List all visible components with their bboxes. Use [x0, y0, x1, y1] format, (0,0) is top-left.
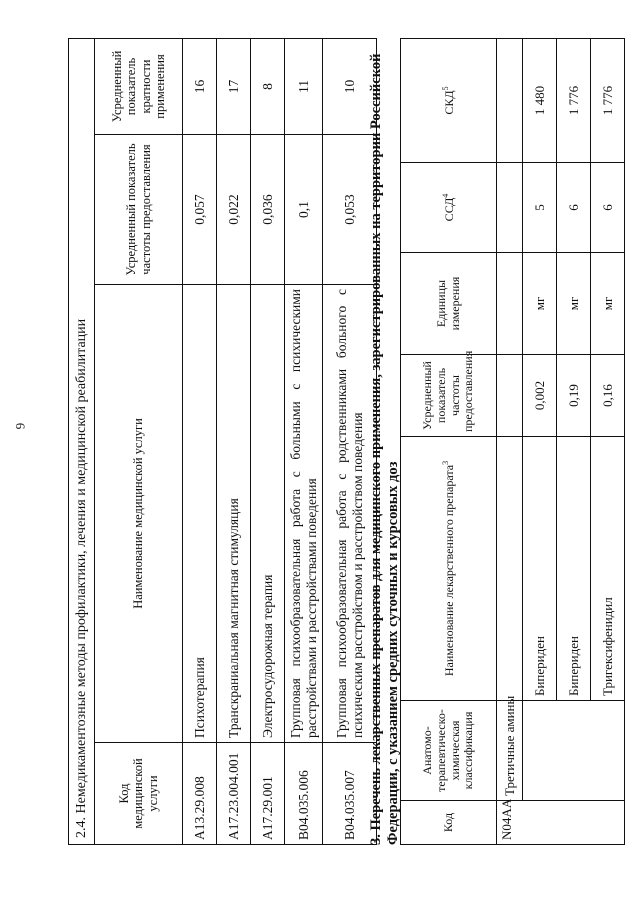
footnote-marker: 5 — [440, 86, 450, 91]
skd-value: 1 776 — [557, 39, 591, 163]
service-name: Транскраниальная магнитная стимуляция — [217, 285, 251, 743]
unit-value: мг — [523, 253, 557, 355]
column-header-frequency: Усредненный показатель частоты предоставления — [95, 135, 183, 285]
drug-name: Тригексифенидил — [591, 437, 625, 701]
multiplicity-value: 10 — [323, 38, 377, 134]
column-header-unit: Единицы измерения — [401, 253, 497, 355]
table-row — [251, 38, 285, 844]
multiplicity-value: 8 — [251, 38, 285, 134]
drugs-table — [400, 38, 625, 845]
frequency-value: 0,002 — [523, 355, 557, 437]
atc-code: N04AA — [497, 801, 625, 845]
group-row — [497, 39, 523, 845]
column-header-drug — [401, 437, 497, 701]
service-code: A17.29.001 — [251, 743, 285, 845]
column-header-multiplicity: Усредненный показатель кратности применения — [95, 38, 183, 134]
service-code: A13.29.008 — [183, 743, 217, 845]
ssd-value: 6 — [557, 163, 591, 253]
column-header-code: Код — [401, 801, 497, 845]
ssd-header-text: ССД — [441, 197, 456, 222]
multiplicity-value: 11 — [285, 38, 323, 134]
unit-value: мг — [557, 253, 591, 355]
column-header-ssd — [401, 163, 497, 253]
frequency-value: 0,036 — [251, 135, 285, 285]
ssd-value: 5 — [523, 163, 557, 253]
page-number: 6 — [13, 422, 28, 430]
frequency-value: 0,16 — [591, 355, 625, 437]
drug-header-text: Наименование лекарственного препарата — [441, 464, 456, 677]
service-name: Электросудорожная терапия — [251, 285, 285, 743]
service-name: Групповая психообразовательная работа с родственниками больного с психическим расстройством и расстройством поведения — [323, 285, 377, 743]
ssd-value: 6 — [591, 163, 625, 253]
table-row — [217, 38, 251, 844]
table-row — [285, 38, 323, 844]
footnote-marker: 3 — [440, 460, 450, 465]
multiplicity-value: 17 — [217, 38, 251, 134]
service-code: A17.23.004.001 — [217, 743, 251, 845]
table-row — [523, 39, 557, 845]
service-code: B04.035.006 — [285, 743, 323, 845]
multiplicity-value: 16 — [183, 38, 217, 134]
service-name: Психотерапия — [183, 285, 217, 743]
non-drug-methods-table — [68, 38, 377, 845]
skd-value: 1 480 — [523, 39, 557, 163]
column-header-skd — [401, 39, 497, 163]
table-row — [183, 38, 217, 844]
drug-name: Бипериден — [557, 437, 591, 701]
frequency-value: 0,022 — [217, 135, 251, 285]
skd-header-text: СКД — [441, 90, 456, 115]
footnote-marker: 4 — [440, 193, 450, 198]
atc-group-name: Третичные амины — [497, 701, 523, 801]
column-header-frequency: Усредненный показатель частоты предоставления — [401, 355, 497, 437]
drug-name: Бипериден — [523, 437, 557, 701]
frequency-value: 0,1 — [285, 135, 323, 285]
column-header-atc: Анатомо-терапевтическо-химическая классификация — [401, 701, 497, 801]
table-title: 2.4. Немедикаментозные методы профилактики, лечения и медицинской реабилитации — [69, 38, 95, 844]
skd-value: 1 776 — [591, 39, 625, 163]
frequency-value: 0,053 — [323, 135, 377, 285]
section-heading: 3. Перечень лекарственных препаратов для медицинского применения, зарегистрированных на территории Российской Федерации, с указанием средних суточных и курсовых доз — [368, 53, 402, 845]
unit-value: мг — [591, 253, 625, 355]
service-code: B04.035.007 — [323, 743, 377, 845]
column-header-name: Наименование медицинской услуги — [95, 285, 183, 743]
frequency-value: 0,19 — [557, 355, 591, 437]
service-name: Групповая психообразовательная работа с больными с психическими расстройствами и расстройствами поведения — [285, 285, 323, 743]
column-header-code: Код медицинской услуги — [95, 743, 183, 845]
frequency-value: 0,057 — [183, 135, 217, 285]
